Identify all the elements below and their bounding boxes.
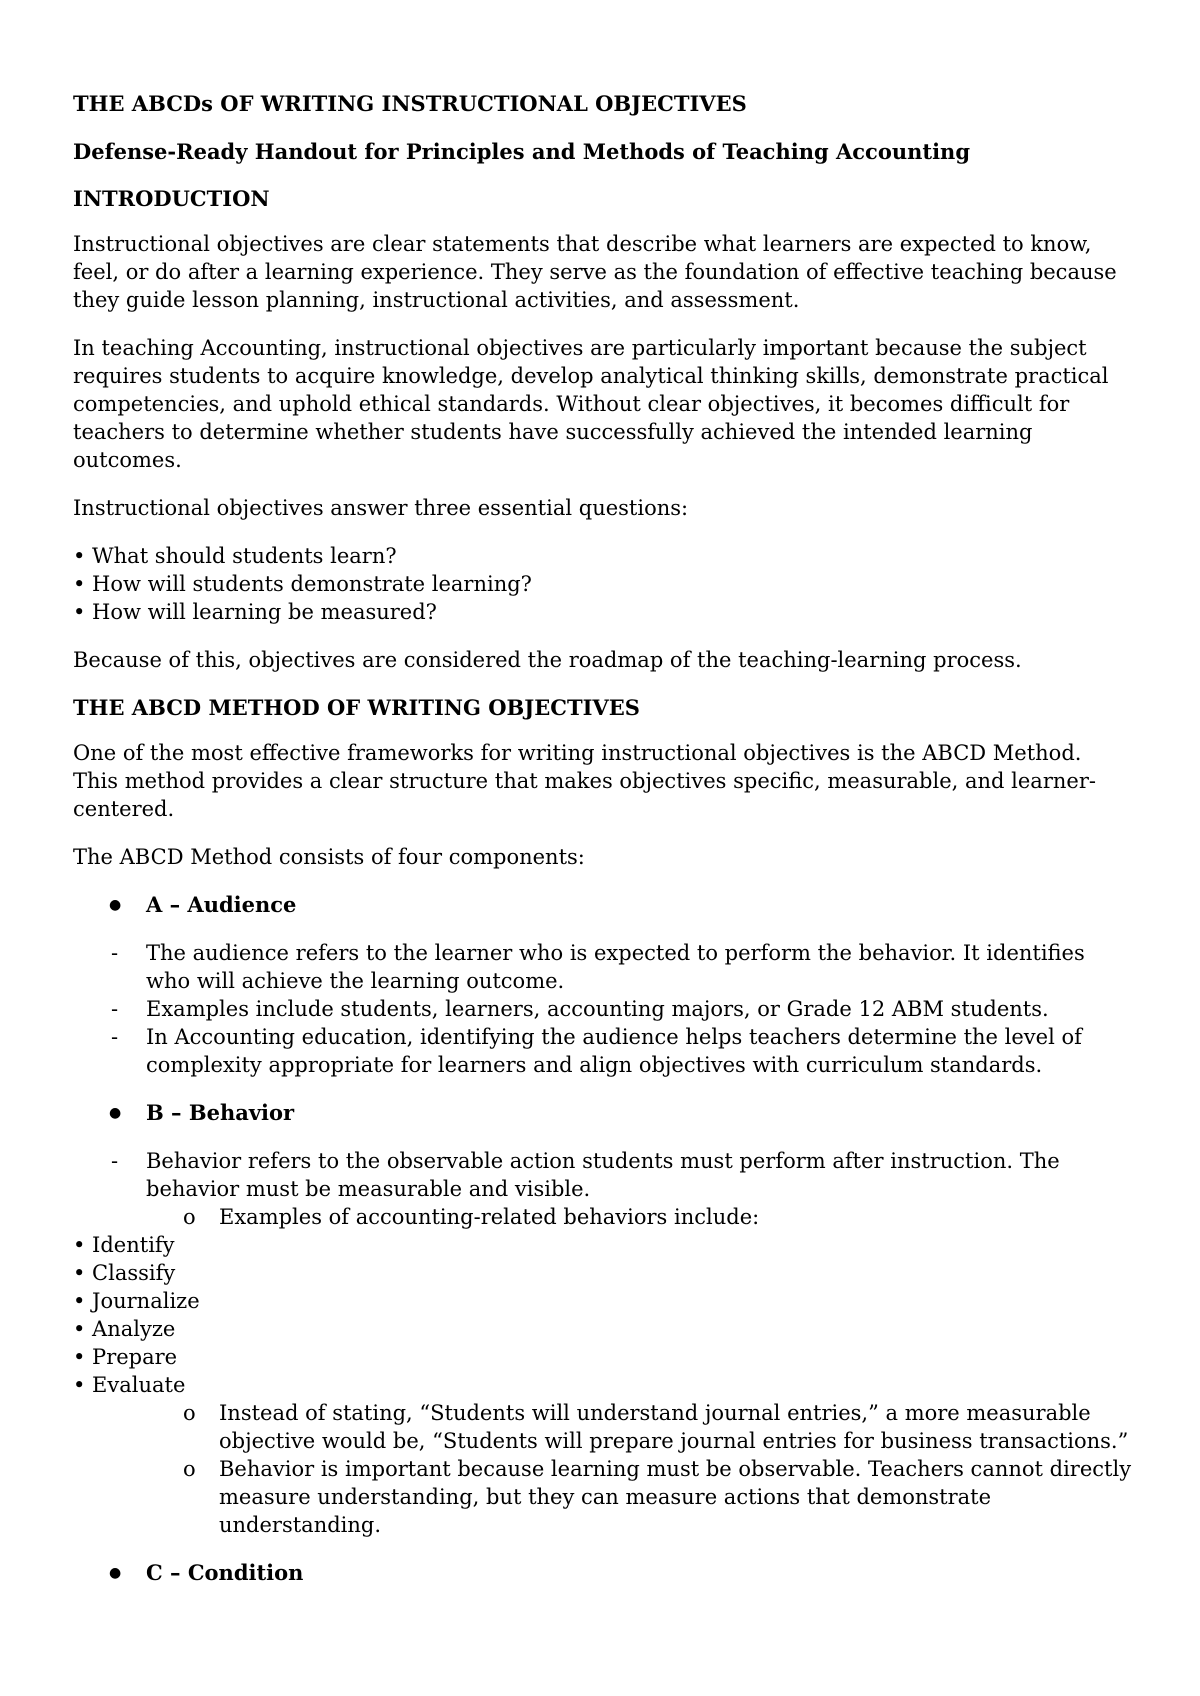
intro-heading: INTRODUCTION [73,186,270,211]
list-item: • What should students learn? [73,544,397,568]
behavior-notes-list [146,1399,1133,1539]
list-item: - Behavior refers to the observable action students must perform after instruction. The behavior must be measurable and visible. o Examples of accounting-related behaviors include: • Identify • Classify • Journalize • Analyze • Prepare • Evaluate o Instead of stating, “Students will understand journal entries,” a more measurable objective would be, “Students will prepare journal entries for business transactions.” o Behavior is important because learning must be observable. Teachers cannot directly measure understanding, but they can measure actions that demonstrate understanding. [73,1149,1132,1537]
audience-section [73,891,1133,919]
document-subtitle: Defense-Ready Handout for Principles and Methods of Teaching Accounting [73,139,971,164]
intro-paragraph-3: Instructional objectives answer three essential questions: [73,496,689,520]
list-item: o Instead of stating, “Students will understand journal entries,” a more measurable objective would be, “Students will prepare journal entries for business transactions.” [183,1401,1129,1453]
abcd-paragraph-2: The ABCD Method consists of four components: [73,845,585,869]
questions-list [73,542,1133,626]
audience-heading: ● A – Audience [73,891,1133,919]
intro-paragraph-1: Instructional objectives are clear statements that describe what learners are expected to know, feel, or do after a learning experience. They serve as the foundation of effective teaching because they guide lesson planning, instructional activities, and assessment. [73,232,1117,312]
behavior-heading: ● B – Behavior [73,1099,1133,1127]
list-item: - The audience refers to the learner who is expected to perform the behavior. It identifies who will achieve the learning outcome. [111,941,1085,993]
behavior-list [73,1147,1133,1539]
list-item: • How will learning be measured? [73,600,437,624]
list-item: o Examples of accounting-related behaviors include: [183,1205,760,1229]
intro-paragraph-4: Because of this, objectives are considered the roadmap of the teaching-learning process. [73,648,1022,672]
behavior-section [73,1099,1133,1127]
behavior-sub-list [146,1203,1133,1231]
list-item: • Evaluate [73,1373,186,1397]
list-item: • Identify [73,1233,175,1257]
list-item: • Journalize [73,1289,200,1313]
document-page [73,90,1133,1607]
list-item: o Behavior is important because learning must be observable. Teachers cannot directly measure understanding, but they can measure actions that demonstrate understanding. [183,1457,1132,1537]
list-item: • Analyze [73,1317,176,1341]
list-item: - Examples include students, learners, accounting majors, or Grade 12 ABM students. [111,997,1049,1021]
list-item: • Prepare [73,1345,178,1369]
document-title: THE ABCDs OF WRITING INSTRUCTIONAL OBJECTIVES [73,91,747,116]
list-item: • Classify [73,1261,176,1285]
audience-list [73,939,1133,1079]
abcd-heading: THE ABCD METHOD OF WRITING OBJECTIVES [73,695,640,720]
list-item: - In Accounting education, identifying the audience helps teachers determine the level of complexity appropriate for learners and align objectives with curriculum standards. [111,1025,1082,1077]
list-item: • How will students demonstrate learning? [73,572,532,596]
condition-section [73,1559,1133,1587]
intro-paragraph-2: In teaching Accounting, instructional objectives are particularly important because the subject requires students to acquire knowledge, develop analytical thinking skills, demonstrate practical competencies, and uphold ethical standards. Without clear objectives, it becomes difficult for teachers to determine whether students have successfully achieved the intended learning outcomes. [73,336,1109,472]
condition-heading: ● C – Condition [73,1559,1133,1587]
abcd-paragraph-1: One of the most effective frameworks for writing instructional objectives is the ABCD Method. This method provides a clear structure that makes objectives specific, measurable, and learner-centered. [73,741,1096,821]
behavior-verbs-list [73,1231,1133,1399]
